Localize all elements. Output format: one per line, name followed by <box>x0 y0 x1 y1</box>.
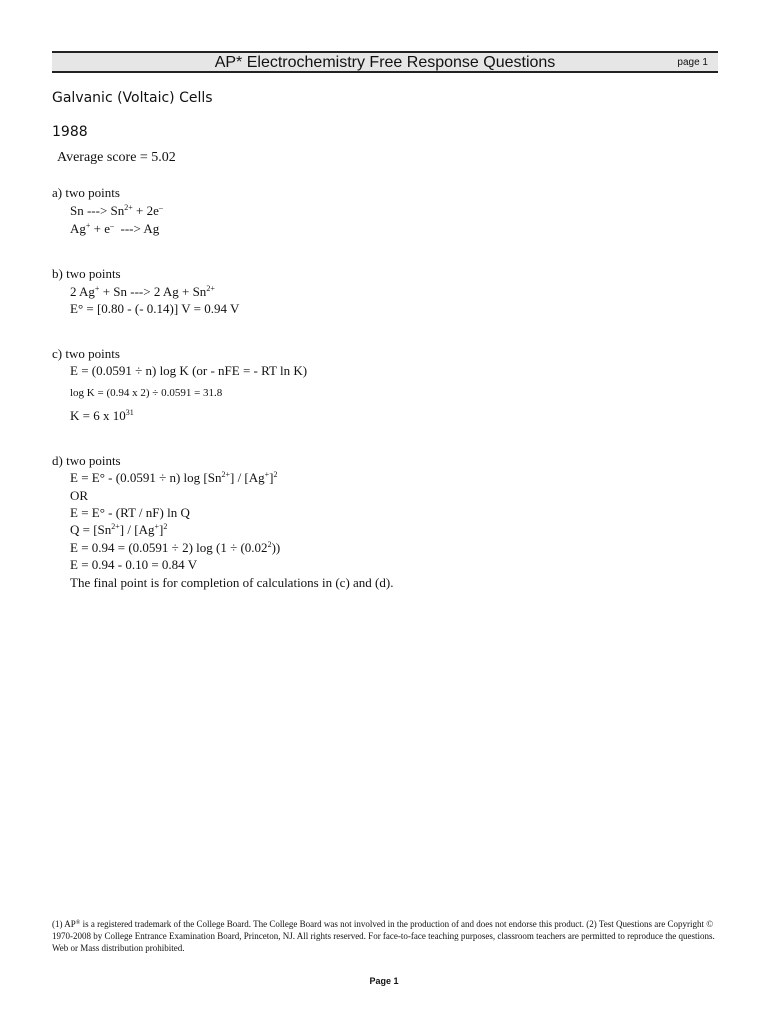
part-b-line-1: 2 Ag+ + Sn ---> 2 $Ag + Sn^{2+}$ <box>70 284 215 299</box>
part-d-line-2: OR <box>70 488 89 503</box>
header-bar <box>52 51 718 73</box>
average-score: Average score = 5.02 <box>57 150 176 165</box>
part-a-label: a) two points <box>52 185 120 200</box>
section-title: Galvanic (Voltaic) Cells <box>52 90 213 106</box>
year-heading: 1988 <box>52 124 88 140</box>
footer-page-number: Page 1 <box>369 976 399 986</box>
document-title: AP* Electrochemistry Free Response Questions <box>214 54 556 71</box>
part-b-label: b) two points <box>52 266 121 281</box>
part-d-line-4: $Q = [Sn^{2+}] / [Ag^+]^2$ <box>70 522 168 537</box>
part-c-label: c) two points <box>52 346 120 361</box>
part-d-line-3: E = E° - (RT / nF) ln Q <box>70 505 190 520</box>
part-c-line-2: log K = (0.94 x 2) ÷ 0.0591 = 31.8 <box>70 387 223 399</box>
part-d-line-6: E = 0.94 - 0.10 = 0.84 V <box>70 557 198 572</box>
part-b-line-2: E° = [0.80 - (- 0.14)] V = 0.94 V <box>70 301 240 316</box>
part-d-label: d) two points <box>52 453 121 468</box>
part-d-line-5: E = 0.94 = (0.0591 ÷ 2) $\log (1 \div (0.02^2))$ <box>70 540 281 555</box>
part-d-line-1: E = E° - (0.0591 ÷ n) $\log [Sn^{2+}] / [Ag^+]^2$ <box>70 470 278 485</box>
part-c-line-3: K = 6 x $10^{31}$ <box>70 408 134 423</box>
copyright-footnote: (1) AP® is a registered trademark of the College Board. The College Board was not involved in the production of and does not endorse this product. (2) Test Questions are Copyright © 1970-2008 by College Entrance Examination Board, Princeton, NJ. All rights reserved. For face-to-face teaching purposes, classroom teachers are permitted to reproduce the questions. Web or Mass distribution prohibited. <box>52 919 715 953</box>
header-page-number: page 1 <box>677 57 708 68</box>
part-d-line-7: The final point is for completion of calculations in (c) and (d). <box>70 575 394 590</box>
part-a-line-2: Ag+ + e– ---> Ag <box>70 221 160 236</box>
part-c-line-1: E = (0.0591 ÷ n) log K (or - nFE = - RT ln K) <box>70 363 308 378</box>
part-a-line-1: Sn ---> $Sn^{2+} + 2e^-$ <box>70 203 163 218</box>
